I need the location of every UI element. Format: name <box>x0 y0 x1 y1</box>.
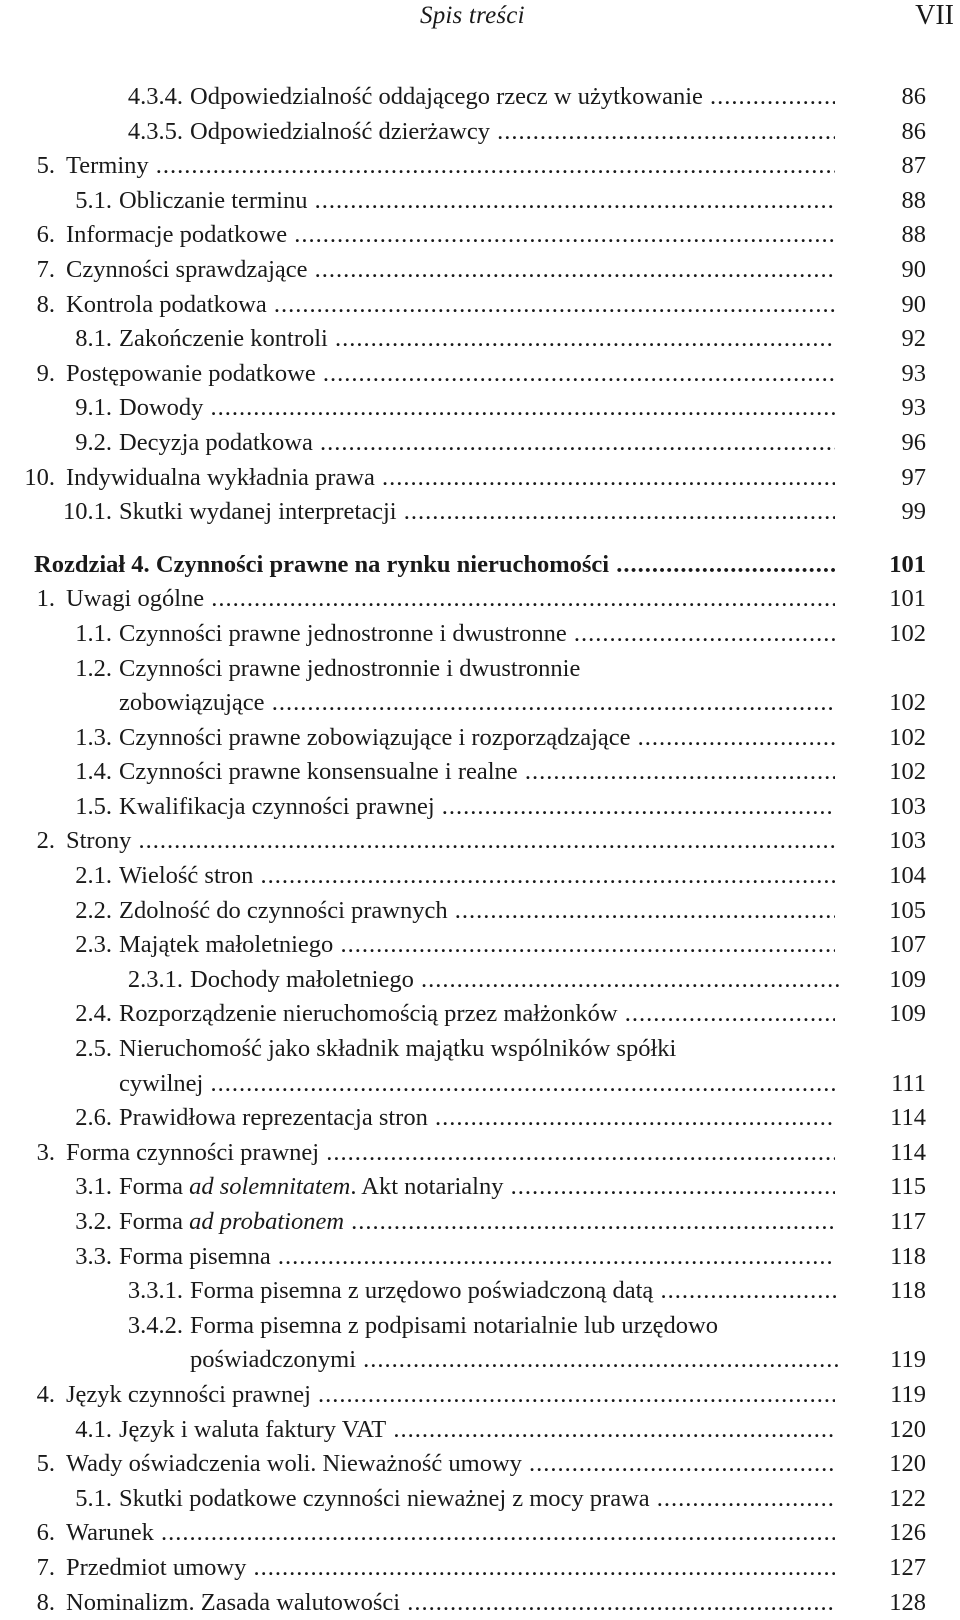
toc-entry[interactable] <box>0 1101 960 1136</box>
chapter-label: Rozdział 4. <box>34 550 150 578</box>
toc-entry-page: 105 <box>889 896 926 924</box>
toc-entry-title: Terminy ..... <box>66 149 835 184</box>
toc-entry-page: 97 <box>901 463 926 491</box>
toc-entry-page: 120 <box>889 1415 926 1443</box>
toc-entry-title: cywilnej ..... <box>119 1067 835 1102</box>
toc-entry-number: 2.6. <box>75 1104 112 1132</box>
toc-entry[interactable] <box>0 1551 960 1586</box>
toc-entry[interactable] <box>0 963 960 998</box>
toc-entry[interactable] <box>0 790 960 825</box>
table-of-contents <box>0 80 960 1620</box>
toc-entry[interactable] <box>0 461 960 496</box>
toc-entry-title: Odpowiedzialność oddającego rzecz w użytkowanie ..... <box>190 80 835 115</box>
toc-entry-number: 3.4.2. <box>127 1311 183 1339</box>
toc-entry-number: 4.3.4. <box>127 83 183 110</box>
toc-entry-page: 93 <box>901 394 926 422</box>
toc-entry-page: 88 <box>901 221 926 249</box>
toc-entry-number: 2.2. <box>75 896 112 924</box>
toc-entry-page: 93 <box>901 359 926 387</box>
toc-entry-number: 5.1. <box>75 186 112 214</box>
toc-entry-page: 122 <box>889 1484 926 1512</box>
toc-entry-title: Prawidłowa reprezentacja stron ..... <box>119 1101 835 1136</box>
toc-entry-page: 90 <box>901 255 926 283</box>
toc-entry[interactable] <box>0 1274 960 1309</box>
toc-entry-page: 88 <box>901 186 926 214</box>
toc-entry-page: 86 <box>901 117 926 145</box>
toc-entry-title: Indywidualna wykładnia prawa ..... <box>66 461 835 496</box>
toc-chapter-title: Rozdział 4. Czynności prawne na rynku nieruchomości ..... <box>34 548 835 583</box>
toc-entry[interactable] <box>0 391 960 426</box>
toc-entry[interactable] <box>0 495 960 530</box>
toc-entry-page: 119 <box>890 1380 926 1408</box>
toc-entry-title: Dowody ..... <box>119 391 835 426</box>
toc-entry-number: 5. <box>36 1450 55 1478</box>
toc-entry-title: Forma ad solemnitatem. Akt notarialny ..... <box>119 1170 835 1205</box>
toc-entry-page: 99 <box>901 498 926 526</box>
toc-entry-title: Majątek małoletniego ..... <box>119 928 835 963</box>
toc-entry[interactable] <box>0 582 960 617</box>
toc-entry-title: Zakończenie kontroli ..... <box>119 322 835 357</box>
toc-entry-number: 9.1. <box>75 394 112 422</box>
toc-entry-page: 102 <box>889 619 926 647</box>
toc-entry-page: 117 <box>890 1208 926 1235</box>
toc-entry-number: 1.5. <box>75 792 112 820</box>
toc-entry[interactable] <box>0 426 960 461</box>
toc-entry-number: 2.3.1. <box>127 965 183 993</box>
toc-entry-number: 2.1. <box>75 862 112 890</box>
toc-entry-page: 102 <box>889 758 926 786</box>
toc-entry-page: 102 <box>889 723 926 751</box>
toc-entry-number: 10.1. <box>63 498 112 526</box>
toc-entry-title: Wady oświadczenia woli. Nieważność umowy ..... <box>66 1447 835 1482</box>
toc-entry-page: 128 <box>889 1588 926 1616</box>
toc-entry-number: 9.2. <box>75 428 112 456</box>
toc-entry-title-line1: Nieruchomość jako składnik majątku wspólników spółki <box>119 1035 677 1063</box>
toc-entry[interactable] <box>0 1586 960 1620</box>
toc-entry[interactable] <box>0 617 960 652</box>
toc-entry[interactable] <box>0 859 960 894</box>
toc-entry[interactable] <box>0 1240 960 1275</box>
toc-entry-title: Język czynności prawnej ..... <box>66 1378 835 1413</box>
toc-entry[interactable] <box>0 218 960 253</box>
toc-entry[interactable] <box>0 1516 960 1551</box>
toc-entry[interactable] <box>0 1482 960 1517</box>
toc-entry-page: 119 <box>890 1346 926 1374</box>
page-number: VII <box>915 0 954 31</box>
toc-entry[interactable] <box>0 80 960 115</box>
toc-entry-page: 126 <box>889 1519 926 1547</box>
toc-entry-title: Język i waluta faktury VAT ..... <box>119 1413 835 1448</box>
toc-entry[interactable] <box>0 288 960 323</box>
toc-entry-page: 101 <box>889 585 926 613</box>
toc-entry-number: 5. <box>36 152 55 180</box>
toc-entry-number: 3.1. <box>75 1173 112 1201</box>
toc-entry-title: Forma pisemna z urzędowo poświadczoną datą ..... <box>190 1274 840 1309</box>
toc-entry-page: 104 <box>889 862 926 890</box>
toc-entry-title: Przedmiot umowy ..... <box>66 1551 835 1586</box>
toc-entry-number: 4. <box>36 1380 55 1408</box>
toc-entry-title: Skutki wydanej interpretacji ..... <box>119 495 835 530</box>
toc-entry-page: 87 <box>901 152 926 180</box>
toc-entry[interactable] <box>0 322 960 357</box>
toc-entry-number: 1.4. <box>75 758 112 786</box>
toc-entry-number: 3. <box>36 1138 55 1166</box>
toc-entry[interactable] <box>0 1032 960 1101</box>
toc-entry[interactable] <box>0 357 960 392</box>
toc-entry-number: 4.3.5. <box>127 117 183 145</box>
toc-entry-title: Odpowiedzialność dzierżawcy ..... <box>190 115 835 150</box>
toc-entry[interactable] <box>0 755 960 790</box>
toc-entry-title: Czynności prawne konsensualne i realne ..... <box>119 755 835 790</box>
toc-entry[interactable] <box>0 721 960 756</box>
toc-entry-title: Kwalifikacja czynności prawnej ..... <box>119 790 835 825</box>
toc-entry-title: Warunek ..... <box>66 1516 835 1551</box>
toc-entry-page: 90 <box>901 290 926 318</box>
toc-entry-page: 103 <box>889 827 926 855</box>
toc-entry-title: Forma czynności prawnej ..... <box>66 1136 835 1171</box>
toc-entry-number: 2.3. <box>75 931 112 959</box>
toc-entry-number: 2.5. <box>75 1035 112 1063</box>
toc-entry-page: 96 <box>901 428 926 456</box>
toc-entry-page: 103 <box>889 792 926 820</box>
toc-entry-title: Czynności prawne zobowiązujące i rozporządzające ..... <box>119 721 835 756</box>
toc-entry-number: 1.2. <box>75 654 112 682</box>
toc-entry-title: Informacje podatkowe ..... <box>66 218 835 253</box>
toc-entry-number: 6. <box>36 1519 55 1547</box>
toc-entry-page: 114 <box>890 1138 926 1166</box>
toc-entry-title: Forma ad probationem ..... <box>119 1205 835 1240</box>
toc-entry-page: 120 <box>889 1450 926 1478</box>
toc-entry-page: 86 <box>901 83 926 110</box>
toc-entry-page: 127 <box>889 1553 926 1581</box>
toc-entry-number: 8.1. <box>75 325 112 353</box>
toc-entry-title: Wielość stron ..... <box>119 859 835 894</box>
toc-entry-page: 102 <box>889 689 926 717</box>
toc-entry-page: 114 <box>890 1104 926 1132</box>
running-title: Spis treści <box>420 2 525 29</box>
toc-entry-number: 7. <box>36 1553 55 1581</box>
toc-entry-page: 111 <box>891 1069 926 1097</box>
toc-entry-title: Rozporządzenie nieruchomością przez małżonków ..... <box>119 997 835 1032</box>
toc-entry-number: 1. <box>36 585 55 613</box>
toc-entry-title: Kontrola podatkowa ..... <box>66 288 835 323</box>
toc-entry-number: 3.3. <box>75 1242 112 1270</box>
toc-entry-number: 5.1. <box>75 1484 112 1512</box>
toc-entry-title-line1: Czynności prawne jednostronnie i dwustronnie <box>119 654 581 682</box>
toc-entry[interactable] <box>0 253 960 288</box>
toc-entry[interactable] <box>0 1447 960 1482</box>
toc-entry[interactable] <box>0 652 960 721</box>
toc-entry-title: Zdolność do czynności prawnych ..... <box>119 894 835 929</box>
toc-entry-title: Dochody małoletniego ..... <box>190 963 840 998</box>
toc-entry-title-line1: Forma pisemna z podpisami notarialnie lub urzędowo <box>190 1311 718 1339</box>
toc-entry-number: 10. <box>24 463 55 491</box>
toc-entry-number: 9. <box>36 359 55 387</box>
toc-entry[interactable] <box>0 894 960 929</box>
toc-entry-title: Uwagi ogólne ..... <box>66 582 835 617</box>
toc-entry-title: Forma pisemna ..... <box>119 1240 835 1275</box>
toc-entry-number: 1.1. <box>75 619 112 647</box>
toc-entry-title: poświadczonymi ..... <box>190 1343 840 1378</box>
toc-entry-number: 8. <box>36 1588 55 1616</box>
toc-entry-number: 1.3. <box>75 723 112 751</box>
toc-entry-title: Nominalizm. Zasada walutowości ..... <box>66 1586 835 1620</box>
toc-entry-page: 118 <box>890 1242 926 1270</box>
page-header <box>0 0 960 40</box>
toc-entry[interactable] <box>0 1378 960 1413</box>
toc-entry-number: 7. <box>36 255 55 283</box>
toc-entry-number: 8. <box>36 290 55 318</box>
toc-entry-title: Decyzja podatkowa ..... <box>119 426 835 461</box>
toc-entry[interactable] <box>0 928 960 963</box>
toc-entry[interactable] <box>0 184 960 219</box>
toc-entry-page: 92 <box>901 325 926 353</box>
toc-entry-number: 3.3.1. <box>127 1277 183 1305</box>
toc-entry-page: 109 <box>889 1000 926 1028</box>
toc-entry-number: 4.1. <box>75 1415 112 1443</box>
toc-entry-page: 118 <box>890 1277 926 1305</box>
toc-chapter-entry[interactable] <box>0 548 960 583</box>
toc-entry[interactable] <box>0 1136 960 1171</box>
toc-entry[interactable] <box>0 1205 960 1240</box>
toc-entry-page: 115 <box>890 1173 926 1201</box>
toc-entry-number: 3.2. <box>75 1208 112 1235</box>
toc-entry-number: 2.4. <box>75 1000 112 1028</box>
toc-entry-title: Postępowanie podatkowe ..... <box>66 357 835 392</box>
toc-entry[interactable] <box>0 997 960 1032</box>
toc-entry-page: 107 <box>889 931 926 959</box>
toc-entry-title: zobowiązujące ..... <box>119 686 835 721</box>
toc-entry-number: 6. <box>36 221 55 249</box>
toc-entry[interactable] <box>0 115 960 150</box>
toc-entry[interactable] <box>0 1309 960 1378</box>
toc-entry-number: 2. <box>36 827 55 855</box>
toc-entry[interactable] <box>0 149 960 184</box>
toc-entry-page: 101 <box>889 550 926 578</box>
toc-entry[interactable] <box>0 1170 960 1205</box>
toc-entry[interactable] <box>0 824 960 859</box>
toc-entry-title: Czynności prawne jednostronne i dwustronne ..... <box>119 617 835 652</box>
toc-entry-title: Czynności sprawdzające ..... <box>66 253 835 288</box>
toc-entry-title: Skutki podatkowe czynności nieważnej z mocy prawa ..... <box>119 1482 835 1517</box>
toc-entry[interactable] <box>0 1413 960 1448</box>
toc-entry-title: Strony ..... <box>66 824 835 859</box>
toc-entry-title: Obliczanie terminu ..... <box>119 184 835 219</box>
toc-entry-page: 109 <box>889 965 926 993</box>
